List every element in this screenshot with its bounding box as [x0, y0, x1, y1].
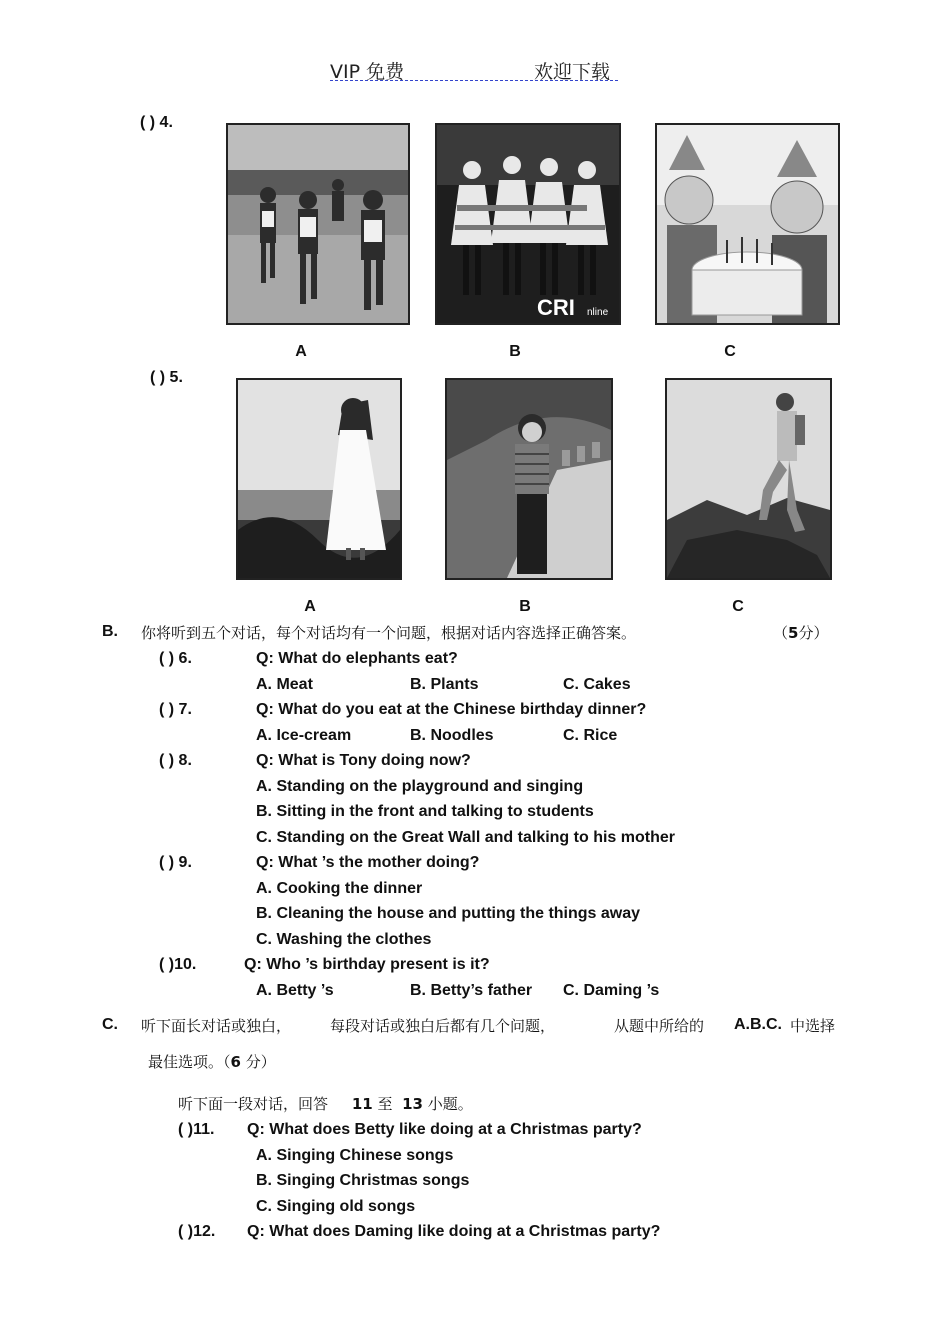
- q5-number: ( ) 5.: [150, 369, 183, 386]
- section-c-subinstruction: 听下面一段对话，回答 11 至 13 小题。: [178, 1095, 473, 1113]
- q10-option-b: B. Betty’s father: [410, 982, 533, 999]
- q10-question: Q: Who ’s birthday present is it?: [244, 956, 490, 973]
- header-right: 欢迎下载: [534, 61, 611, 83]
- q9-option-a: A. Cooking the dinner: [256, 880, 423, 897]
- q4-option-b: B: [509, 343, 521, 360]
- section-b-instruction: 你将听到五个对话，每个对话均有一个问题，根据对话内容选择正确答案。: [141, 624, 637, 642]
- section-b-letter: B.: [102, 623, 118, 640]
- q10-number: ( )10.: [159, 956, 197, 973]
- section-c-instruction-4: 中选择: [790, 1017, 836, 1035]
- q6-option-a: A. Meat: [256, 676, 313, 693]
- q8-number: ( ) 8.: [159, 752, 192, 769]
- q7-question: Q: What do you eat at the Chinese birthday dinner?: [256, 701, 647, 718]
- q11-question: Q: What does Betty like doing at a Christmas party?: [247, 1121, 642, 1138]
- q7-option-c: C. Rice: [563, 727, 618, 744]
- q11-option-c: C. Singing old songs: [256, 1198, 416, 1215]
- q11-option-b: B. Singing Christmas songs: [256, 1172, 470, 1189]
- q7-option-b: B. Noodles: [410, 727, 494, 744]
- q9-number: ( ) 9.: [159, 854, 192, 871]
- q10-option-c: C. Daming ’s: [563, 982, 660, 999]
- q9-option-b: B. Cleaning the house and putting the things away: [256, 905, 641, 922]
- q4-option-a: A: [295, 343, 307, 360]
- q9-option-c: C. Washing the clothes: [256, 931, 432, 948]
- section-b-score: （5分）: [773, 624, 829, 642]
- running-race-photo: [226, 123, 410, 325]
- q12-question: Q: What does Daming like doing at a Christmas party?: [247, 1223, 661, 1240]
- section-c-instruction-1: 听下面长对话或独白，: [141, 1017, 292, 1035]
- section-c-score: 最佳选项。（6 分）: [148, 1053, 276, 1071]
- q11-option-a: A. Singing Chinese songs: [256, 1147, 454, 1164]
- section-c-abc: A.B.C.: [734, 1016, 782, 1033]
- dancing-girls-photo: [435, 123, 621, 325]
- birthday-cake-photo: [655, 123, 840, 325]
- q6-option-b: B. Plants: [410, 676, 479, 693]
- section-c-instruction-2: 每段对话或独白后都有几个问题，: [330, 1017, 556, 1035]
- svg-text:CRI: CRI: [537, 295, 575, 320]
- q8-option-c: C. Standing on the Great Wall and talking to his mother: [256, 829, 675, 846]
- q6-question: Q: What do elephants eat?: [256, 650, 458, 667]
- q7-number: ( ) 7.: [159, 701, 192, 718]
- q7-option-a: A. Ice-cream: [256, 727, 352, 744]
- q8-option-a: A. Standing on the playground and singing: [256, 778, 584, 795]
- q5-option-b: B: [519, 598, 531, 615]
- q6-option-c: C. Cakes: [563, 676, 631, 693]
- header-left: VIP 免费: [330, 61, 405, 83]
- q10-option-a: A. Betty ’s: [256, 982, 334, 999]
- hiker-on-rocks-photo: [665, 378, 832, 580]
- section-c-letter: C.: [102, 1016, 118, 1033]
- woman-by-sea-photo: [236, 378, 402, 580]
- q8-option-b: B. Sitting in the front and talking to students: [256, 803, 594, 820]
- q4-number: ( ) 4.: [140, 114, 173, 131]
- woman-on-great-wall-photo: [445, 378, 613, 580]
- header-underline: [330, 80, 618, 81]
- q9-question: Q: What ’s the mother doing?: [256, 854, 480, 871]
- q11-number: ( )11.: [178, 1121, 215, 1138]
- q6-number: ( ) 6.: [159, 650, 192, 667]
- q8-question: Q: What is Tony doing now?: [256, 752, 471, 769]
- svg-text:nline: nline: [587, 307, 609, 318]
- q5-option-a: A: [304, 598, 316, 615]
- q12-number: ( )12.: [178, 1223, 216, 1240]
- q5-option-c: C: [732, 598, 744, 615]
- q4-option-c: C: [724, 343, 736, 360]
- section-c-instruction-3: 从题中所给的: [614, 1017, 705, 1035]
